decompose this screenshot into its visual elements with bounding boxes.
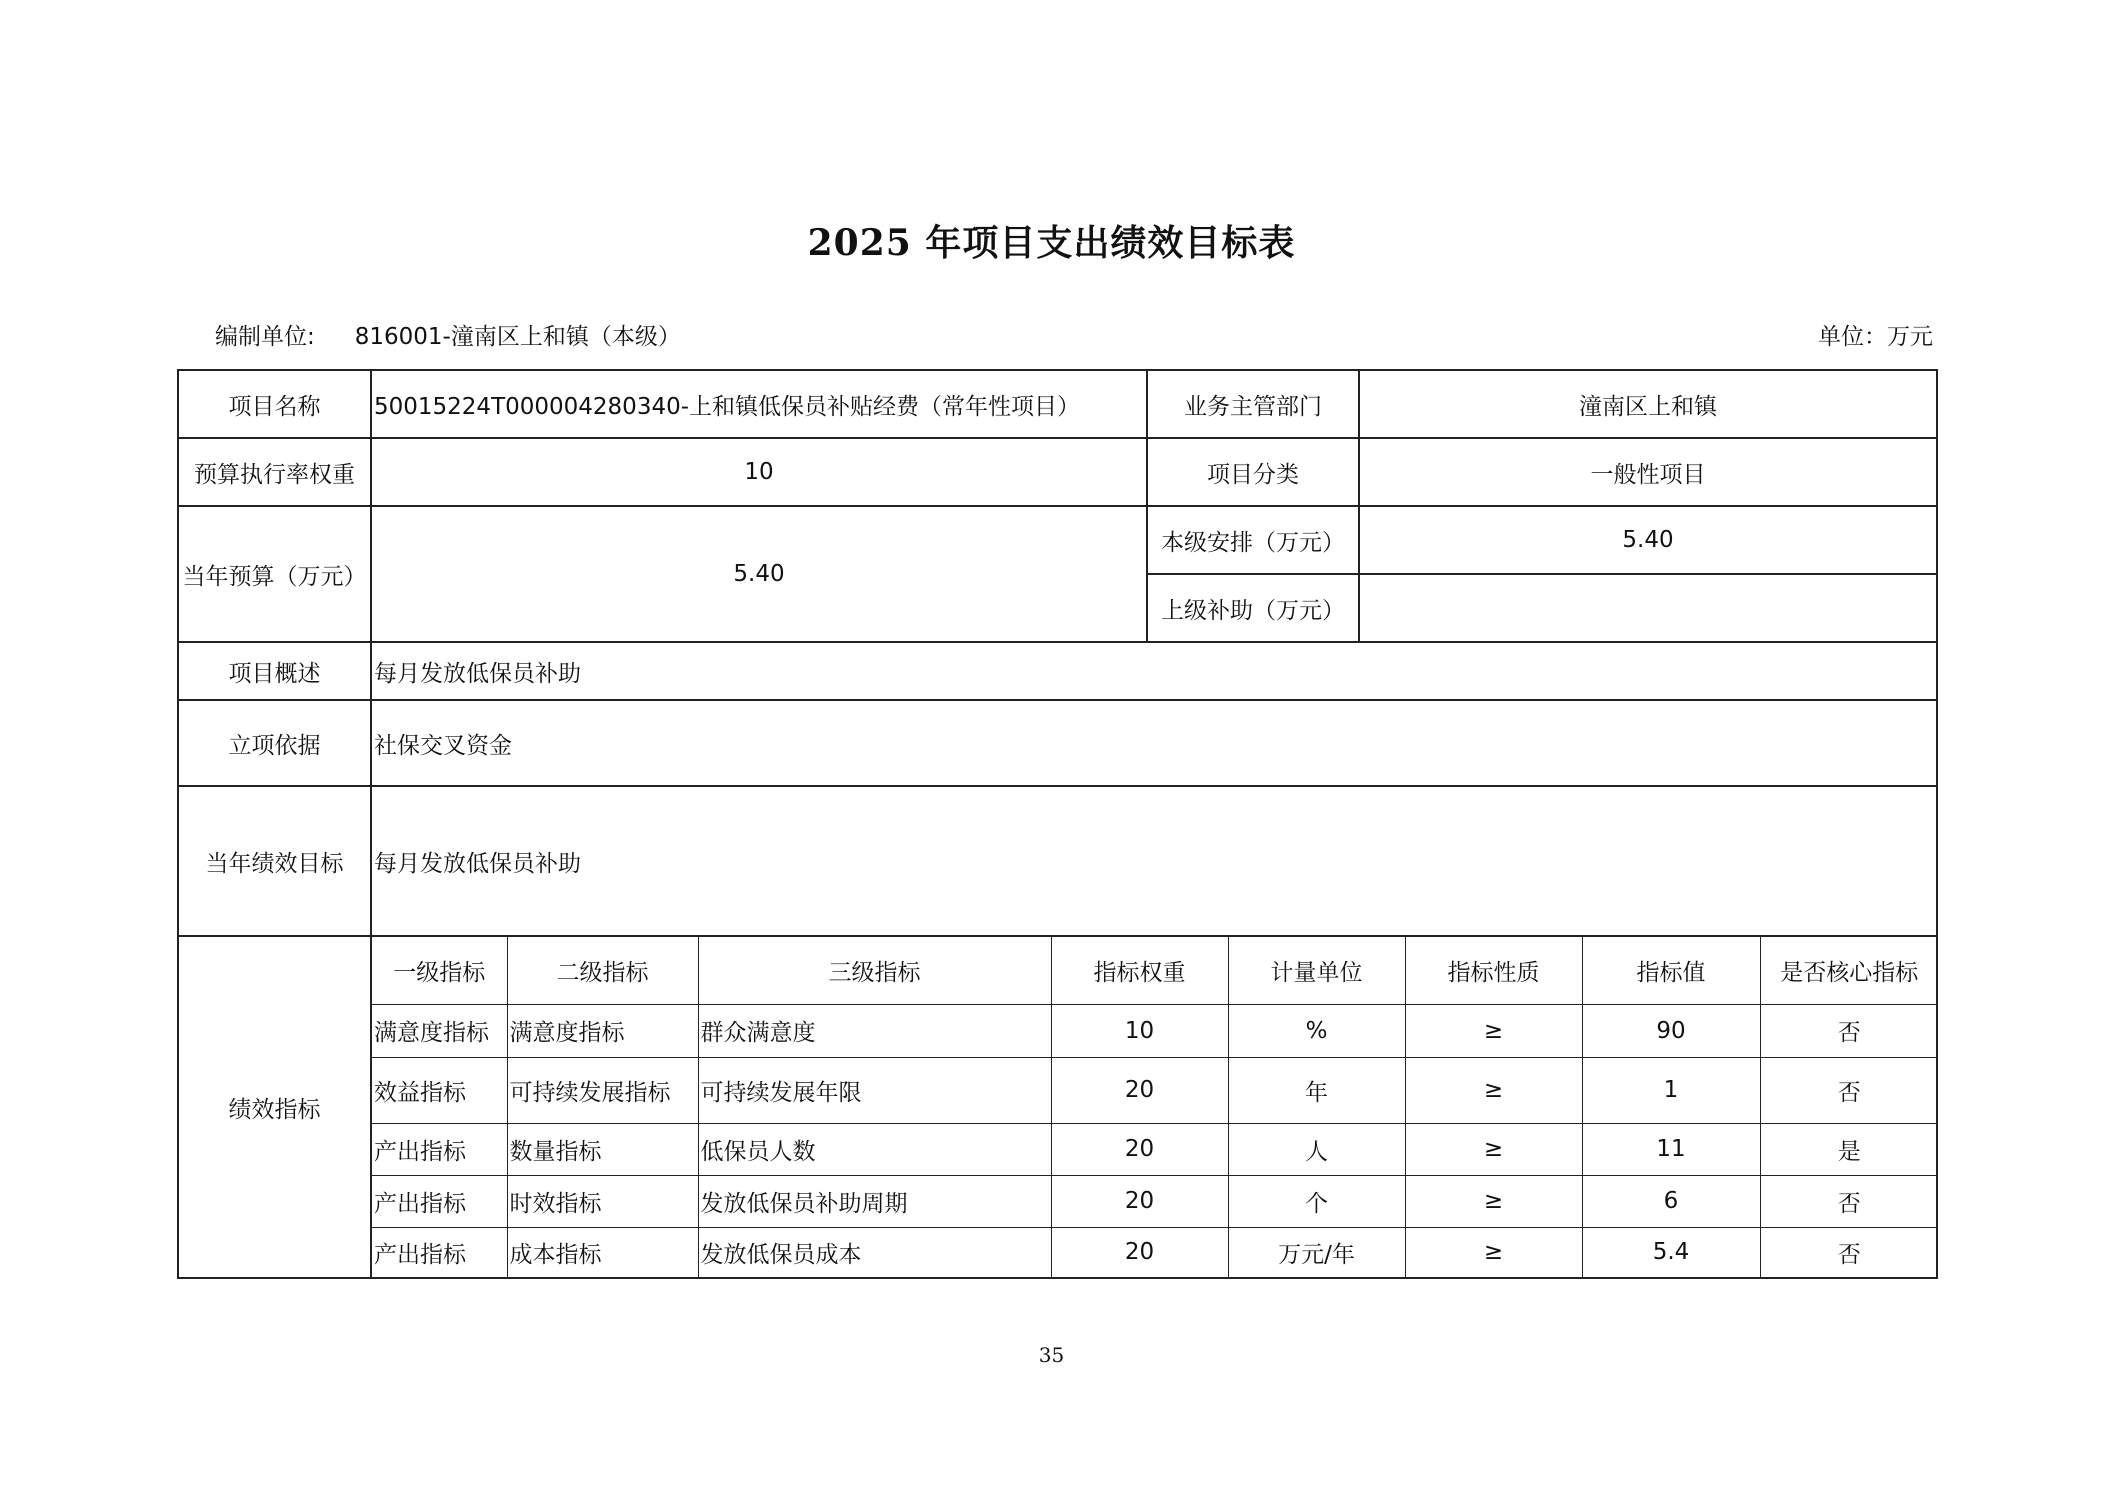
cell-nature: ≥ xyxy=(1405,1057,1582,1123)
cell-level1: 满意度指标 xyxy=(372,1004,507,1057)
cell-level2: 时效指标 xyxy=(507,1175,698,1227)
cell-core: 否 xyxy=(1760,1004,1938,1057)
cell-nature: ≥ xyxy=(1405,1227,1582,1277)
cell-level1: 产出指标 xyxy=(372,1175,507,1227)
cell-level3: 发放低保员补助周期 xyxy=(698,1175,1051,1227)
dept-value: 潼南区上和镇 xyxy=(1359,370,1937,438)
cell-level3: 发放低保员成本 xyxy=(698,1227,1051,1277)
header-nature: 指标性质 xyxy=(1405,937,1582,1004)
cell-level1: 产出指标 xyxy=(372,1123,507,1175)
cell-level1: 效益指标 xyxy=(372,1057,507,1123)
overview-label: 项目概述 xyxy=(178,642,371,700)
upper-value xyxy=(1359,574,1937,642)
cell-core: 否 xyxy=(1760,1227,1938,1277)
category-value: 一般性项目 xyxy=(1359,438,1937,506)
cell-unit: 万元/年 xyxy=(1228,1227,1405,1277)
cell-level2: 可持续发展指标 xyxy=(507,1057,698,1123)
exec-weight-label: 预算执行率权重 xyxy=(178,438,371,506)
indicators-header-row xyxy=(372,937,1938,1004)
project-name-label: 项目名称 xyxy=(178,370,371,438)
cell-level3: 可持续发展年限 xyxy=(698,1057,1051,1123)
dept-label: 业务主管部门 xyxy=(1147,370,1359,438)
indicators-table xyxy=(372,937,1938,1277)
cell-core: 否 xyxy=(1760,1175,1938,1227)
cell-weight: 20 xyxy=(1051,1227,1228,1277)
table-row xyxy=(372,1004,1938,1057)
header-level1: 一级指标 xyxy=(372,937,507,1004)
cell-level3: 群众满意度 xyxy=(698,1004,1051,1057)
upper-label: 上级补助（万元） xyxy=(1147,574,1359,642)
table-row xyxy=(372,1123,1938,1175)
cell-core: 是 xyxy=(1760,1123,1938,1175)
cell-nature: ≥ xyxy=(1405,1004,1582,1057)
category-label: 项目分类 xyxy=(1147,438,1359,506)
cell-unit: 人 xyxy=(1228,1123,1405,1175)
cell-level2: 满意度指标 xyxy=(507,1004,698,1057)
org-info xyxy=(215,318,681,351)
overview-value: 每月发放低保员补助 xyxy=(371,642,1937,700)
cell-weight: 20 xyxy=(1051,1123,1228,1175)
cell-value: 90 xyxy=(1582,1004,1760,1057)
table-row xyxy=(372,1227,1938,1277)
cell-nature: ≥ xyxy=(1405,1123,1582,1175)
goal-value: 每月发放低保员补助 xyxy=(371,786,1937,936)
budget-label: 当年预算（万元） xyxy=(178,506,371,642)
cell-level2: 数量指标 xyxy=(507,1123,698,1175)
cell-unit: 个 xyxy=(1228,1175,1405,1227)
cell-nature: ≥ xyxy=(1405,1175,1582,1227)
header-level2: 二级指标 xyxy=(507,937,698,1004)
cell-unit: 年 xyxy=(1228,1057,1405,1123)
cell-level3: 低保员人数 xyxy=(698,1123,1051,1175)
header-weight: 指标权重 xyxy=(1051,937,1228,1004)
indicators-label: 绩效指标 xyxy=(178,936,371,1278)
goal-label: 当年绩效目标 xyxy=(178,786,371,936)
cell-weight: 10 xyxy=(1051,1004,1228,1057)
table-row xyxy=(372,1175,1938,1227)
header-unit: 计量单位 xyxy=(1228,937,1405,1004)
page-number: 35 xyxy=(1038,1343,1065,1367)
unit-label: 单位：万元 xyxy=(1818,324,1933,350)
exec-weight-value: 10 xyxy=(371,438,1147,506)
header-level3: 三级指标 xyxy=(698,937,1051,1004)
org-value: 816001-潼南区上和镇（本级） xyxy=(354,324,681,350)
cell-weight: 20 xyxy=(1051,1175,1228,1227)
cell-weight: 20 xyxy=(1051,1057,1228,1123)
indicators-cell xyxy=(371,936,1937,1278)
cell-level2: 成本指标 xyxy=(507,1227,698,1277)
basis-label: 立项依据 xyxy=(178,700,371,786)
project-name-value: 50015224T000004280340-上和镇低保员补贴经费（常年性项目） xyxy=(371,370,1147,438)
cell-unit: % xyxy=(1228,1004,1405,1057)
local-value: 5.40 xyxy=(1359,506,1937,574)
page-title: 2025 年项目支出绩效目标表 xyxy=(807,222,1296,264)
budget-value: 5.40 xyxy=(371,506,1147,642)
performance-table xyxy=(177,369,1938,1279)
header-value: 指标值 xyxy=(1582,937,1760,1004)
table-row xyxy=(372,1057,1938,1123)
header-core: 是否核心指标 xyxy=(1760,937,1938,1004)
basis-value: 社保交叉资金 xyxy=(371,700,1937,786)
cell-core: 否 xyxy=(1760,1057,1938,1123)
cell-value: 5.4 xyxy=(1582,1227,1760,1277)
cell-value: 1 xyxy=(1582,1057,1760,1123)
cell-value: 6 xyxy=(1582,1175,1760,1227)
cell-value: 11 xyxy=(1582,1123,1760,1175)
org-label: 编制单位: xyxy=(215,324,315,350)
cell-level1: 产出指标 xyxy=(372,1227,507,1277)
local-label: 本级安排（万元） xyxy=(1147,506,1359,574)
